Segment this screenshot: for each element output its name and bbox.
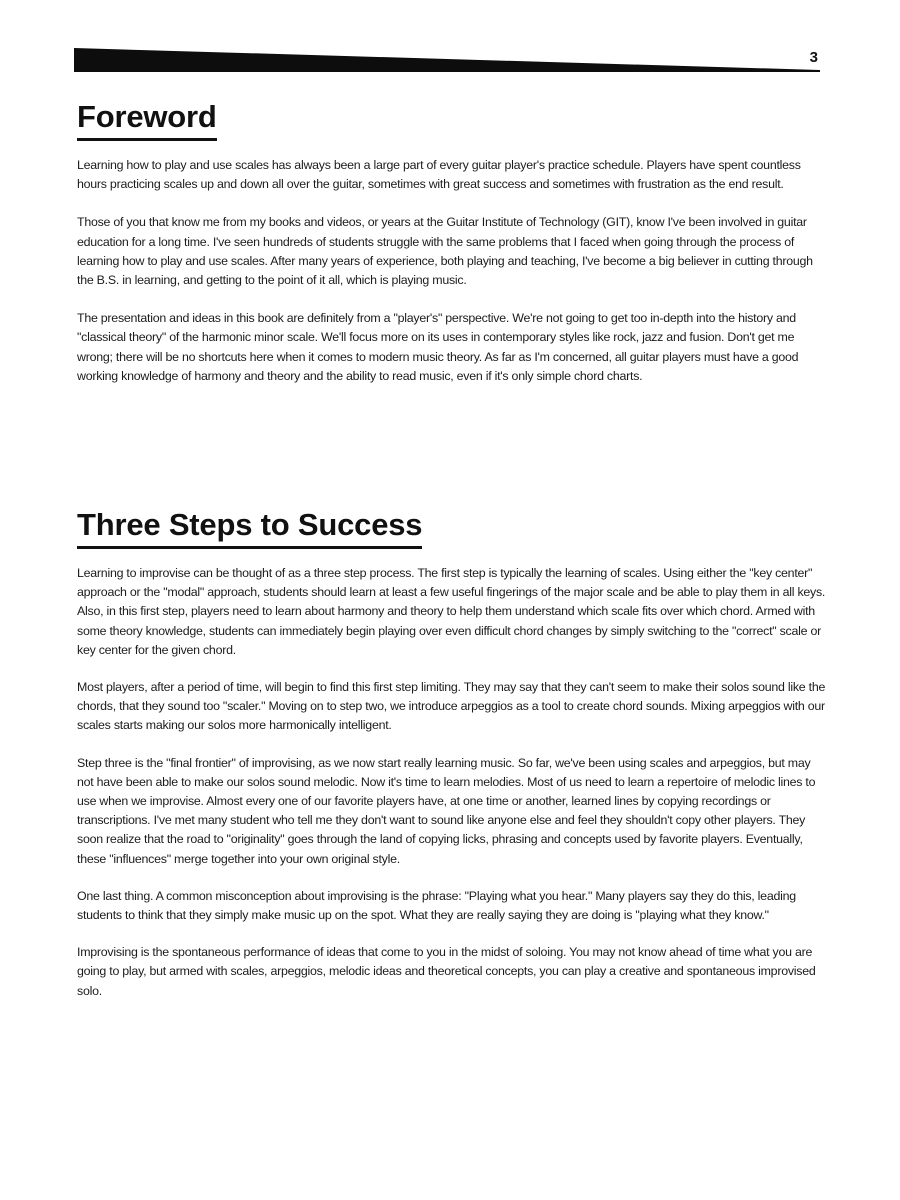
page-number: 3 bbox=[809, 49, 818, 66]
three-steps-paragraph: Improvising is the spontaneous performance of ideas that come to you in the midst of soloing. You may not know ahead of time what you are going to play, but armed with scales, arpeggios, melodic ideas and theoretical concepts, you can play a creative and spontaneous improvised solo. bbox=[77, 945, 816, 998]
three-steps-section bbox=[77, 564, 829, 1001]
three-steps-paragraph: Step three is the "final frontier" of improvising, as we now start really learning music. So far, we've been using scales and arpeggios, but may not have been able to make our solos sound melodic. Now it's time to learn melodies. Most of us need to learn a repertoire of melodic lines to use when we improvise. Almost every one of our favorite players have, at one time or another, learned lines by copying recordings or transcriptions. I've met many student who tell me they don't want to sound like anyone else and feel they shouldn't copy other players. They soon realize that the road to "originality" goes through the land of copying licks, phrasing and concepts used by favorite players. Eventually, these "influences" merge together into your own original style. bbox=[77, 755, 816, 866]
foreword-paragraph: The presentation and ideas in this book are definitely from a "player's" perspective. We're not going to get too in-depth into the history and "classical theory" of the harmonic minor scale. We'll focus more on its uses in contemporary styles like rock, jazz and fusion. Don't get me wrong; there will be no shortcuts here when it comes to modern music theory. As far as I'm concerned, all guitar players must have a good working knowledge of harmony and theory and the ability to read music, even if it's only simple chord charts. bbox=[77, 311, 799, 383]
foreword-paragraph: Learning how to play and use scales has always been a large part of every guitar player's practice schedule. Players have spent countless hours practicing scales up and down all over the guitar, sometimes with great success and sometimes with frustration as the end result. bbox=[77, 158, 801, 192]
three-steps-paragraph: Most players, after a period of time, will begin to find this first step limiting. They may say that they can't seem to make their solos sound like the chords, that they sound too "scaler." Moving on to step two, we introduce arpeggios as a tool to create chord sounds. Mixing arpeggios with our scales starts making our solos more harmonically intelligent. bbox=[77, 680, 826, 733]
three-steps-paragraph: Learning to improvise can be thought of as a three step process. The first step is typically the learning of scales. Using either the "key center" approach or the "modal" approach, students should learn at least a few useful fingerings of the major scale and be able to play them in all keys. Also, in this first step, players need to learn about harmony and theory to help them understand which scale fits over which chord. Armed with some theory knowledge, students can immediately begin playing over even difficult chord changes by simply switching to the "correct" scale or key center for the given chord. bbox=[77, 566, 826, 657]
foreword-heading: Foreword bbox=[77, 100, 217, 141]
header-rule bbox=[74, 48, 820, 74]
three-steps-heading: Three Steps to Success bbox=[77, 508, 422, 549]
foreword-paragraph: Those of you that know me from my books and videos, or years at the Guitar Institute of Technology (GIT), know I've been involved in guitar education for a long time. I've seen hundreds of students struggle with the same problems that I faced when going through the process of learning how to play and use scales. After many years of experience, both playing and teaching, I've become a big believer in cutting through the B.S. in learning, and getting to the point of it all, which is playing music. bbox=[77, 215, 813, 288]
three-steps-paragraph: One last thing. A common misconception about improvising is the phrase: "Playing what you hear." Many players say they do this, leading students to think that they simply make music up on the spot. What they are really saying they are doing is "playing what they know." bbox=[77, 888, 796, 923]
foreword-section bbox=[77, 156, 829, 386]
header-wedge-shape bbox=[74, 48, 820, 74]
